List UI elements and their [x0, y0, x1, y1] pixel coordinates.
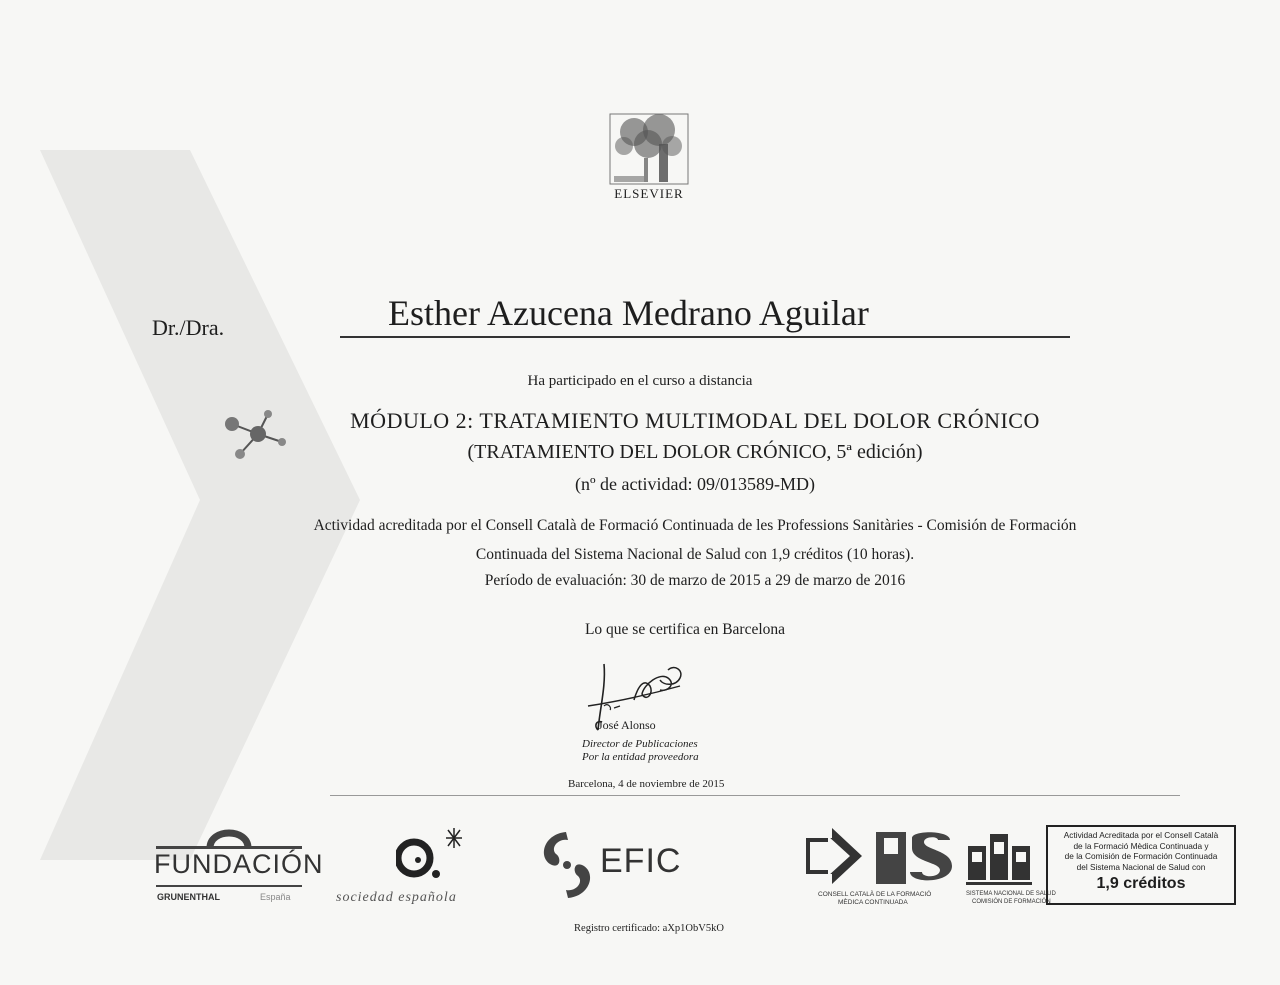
course-title: MÓDULO 2: TRATAMIENTO MULTIMODAL DEL DOLOR CRÓNICO — [350, 408, 1040, 433]
publisher-name: ELSEVIER — [614, 186, 684, 201]
issue-date: Barcelona, 4 de noviembre de 2015 — [568, 778, 725, 790]
credit-box-line: de la Comisión de Formación Continuada — [1064, 851, 1218, 861]
signer-name: José Alonso — [598, 718, 656, 732]
efic-name: EFIC — [600, 842, 682, 880]
ccfcps-subtitle-2: MÈDICA CONTINUADA — [838, 899, 908, 906]
recipient-name: Esther Azucena Medrano Aguilar — [388, 293, 869, 333]
activity-number: (nº de actividad: 09/013589-MD) — [574, 474, 816, 494]
sociedad-name: sociedad española — [336, 890, 457, 905]
title-label: Dr./Dra. — [152, 315, 225, 340]
signer-role: Director de Publicaciones — [582, 738, 698, 750]
accreditation-line-2: Continuada del Sistema Nacional de Salud con 1,9 créditos (10 horas). — [475, 546, 915, 563]
footer-divider — [330, 795, 1180, 796]
credit-box-line: de la Formació Mèdica Continuada y — [1073, 840, 1209, 851]
signer-entity: Por la entidad proveedora — [582, 751, 699, 763]
credit-box — [1046, 825, 1236, 905]
sociedad-logo-icon — [396, 828, 476, 888]
fundacion-name: FUNDACIÓN — [154, 849, 324, 879]
ccfcps-subtitle-1: CONSELL CATALÀ DE LA FORMACIÓ — [818, 891, 932, 898]
credit-box-line: del Sistema Nacional de Salud con — [1076, 861, 1206, 872]
credit-box-line: Actividad Acreditada por el Consell Català — [1063, 830, 1219, 840]
ccfcps-logo-icon — [806, 828, 956, 888]
fundacion-country: España — [260, 892, 291, 902]
course-subtitle: (TRATAMIENTO DEL DOLOR CRÓNICO, 5ª edición) — [467, 441, 923, 463]
cfc-logo-icon — [966, 832, 1032, 886]
credit-count: 1,9 créditos — [1096, 875, 1186, 892]
registry-code: Registro certificado: aXp1ObV5kO — [574, 923, 724, 934]
course-intro: Ha participado en el curso a distancia — [527, 373, 753, 389]
cfc-subtitle-1: SISTEMA NACIONAL DE SALUD — [966, 891, 1056, 897]
evaluation-period: Período de evaluación: 30 de marzo de 2015 a 29 de marzo de 2016 — [484, 572, 906, 589]
fundacion-subtitle: GRUNENTHAL — [157, 892, 220, 902]
accreditation-line-1: Actividad acreditada por el Consell Català de Formació Continuada de les Professions Sanitàries - Comisión de Formación — [313, 517, 1077, 534]
cfc-subtitle-2: COMISIÓN DE FORMACIÓN — [972, 899, 1051, 905]
certification-statement: Lo que se certifica en Barcelona — [584, 621, 786, 638]
efic-logo-icon — [536, 828, 596, 902]
name-underline — [340, 336, 1070, 338]
